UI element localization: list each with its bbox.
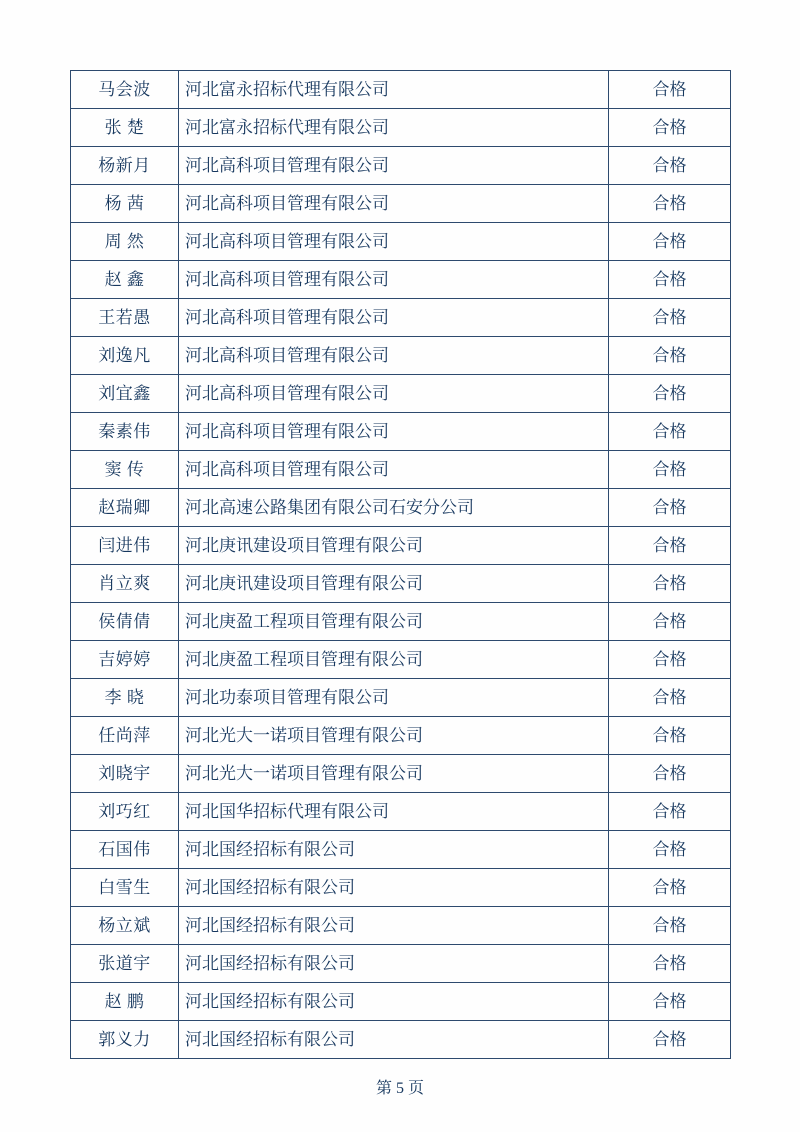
table-row [71, 679, 731, 717]
cell-result: 合格 [609, 147, 731, 185]
page-footer [0, 1075, 800, 1098]
cell-name: 刘逸凡 [71, 337, 179, 375]
cell-name: 刘宜鑫 [71, 375, 179, 413]
cell-name: 任尚萍 [71, 717, 179, 755]
cell-name: 石国伟 [71, 831, 179, 869]
table-row [71, 869, 731, 907]
cell-name: 李 晓 [71, 679, 179, 717]
table-row [71, 755, 731, 793]
table-row [71, 489, 731, 527]
cell-name: 马会波 [71, 71, 179, 109]
cell-result: 合格 [609, 261, 731, 299]
cell-name: 张 楚 [71, 109, 179, 147]
cell-result: 合格 [609, 869, 731, 907]
cell-result: 合格 [609, 223, 731, 261]
cell-name: 刘晓宇 [71, 755, 179, 793]
cell-name: 杨 茜 [71, 185, 179, 223]
cell-result: 合格 [609, 679, 731, 717]
cell-name: 侯倩倩 [71, 603, 179, 641]
cell-name: 周 然 [71, 223, 179, 261]
cell-company: 河北国经招标有限公司 [179, 907, 609, 945]
table-row [71, 413, 731, 451]
cell-result: 合格 [609, 375, 731, 413]
cell-company: 河北富永招标代理有限公司 [179, 71, 609, 109]
cell-name: 白雪生 [71, 869, 179, 907]
cell-company: 河北庚盈工程项目管理有限公司 [179, 603, 609, 641]
cell-name: 肖立爽 [71, 565, 179, 603]
cell-company: 河北国经招标有限公司 [179, 869, 609, 907]
table-row [71, 793, 731, 831]
table-row [71, 451, 731, 489]
table-row [71, 641, 731, 679]
table-row [71, 185, 731, 223]
cell-result: 合格 [609, 641, 731, 679]
cell-name: 杨新月 [71, 147, 179, 185]
table-body [71, 71, 731, 1059]
cell-company: 河北国华招标代理有限公司 [179, 793, 609, 831]
cell-company: 河北高科项目管理有限公司 [179, 413, 609, 451]
cell-company: 河北庚盈工程项目管理有限公司 [179, 641, 609, 679]
table-row [71, 717, 731, 755]
table-row [71, 1021, 731, 1059]
cell-company: 河北国经招标有限公司 [179, 831, 609, 869]
cell-company: 河北国经招标有限公司 [179, 945, 609, 983]
cell-company: 河北高科项目管理有限公司 [179, 223, 609, 261]
table-row [71, 261, 731, 299]
cell-result: 合格 [609, 109, 731, 147]
table-row [71, 109, 731, 147]
cell-name: 秦素伟 [71, 413, 179, 451]
cell-company: 河北庚讯建设项目管理有限公司 [179, 565, 609, 603]
cell-name: 吉婷婷 [71, 641, 179, 679]
cell-result: 合格 [609, 907, 731, 945]
cell-result: 合格 [609, 755, 731, 793]
table-row [71, 223, 731, 261]
cell-company: 河北高速公路集团有限公司石安分公司 [179, 489, 609, 527]
cell-company: 河北高科项目管理有限公司 [179, 451, 609, 489]
cell-company: 河北高科项目管理有限公司 [179, 185, 609, 223]
cell-company: 河北高科项目管理有限公司 [179, 375, 609, 413]
cell-name: 窦 传 [71, 451, 179, 489]
cell-name: 郭义力 [71, 1021, 179, 1059]
cell-result: 合格 [609, 451, 731, 489]
table-row [71, 565, 731, 603]
cell-result: 合格 [609, 489, 731, 527]
cell-name: 赵 鑫 [71, 261, 179, 299]
table-row [71, 527, 731, 565]
table-row [71, 299, 731, 337]
cell-name: 刘巧红 [71, 793, 179, 831]
cell-company: 河北高科项目管理有限公司 [179, 147, 609, 185]
footer-prefix: 第 [375, 1080, 392, 1097]
cell-company: 河北富永招标代理有限公司 [179, 109, 609, 147]
table-row [71, 71, 731, 109]
footer-suffix: 页 [408, 1080, 425, 1097]
cell-result: 合格 [609, 337, 731, 375]
cell-name: 杨立斌 [71, 907, 179, 945]
cell-result: 合格 [609, 527, 731, 565]
cell-result: 合格 [609, 1021, 731, 1059]
cell-company: 河北高科项目管理有限公司 [179, 299, 609, 337]
table-row [71, 147, 731, 185]
cell-result: 合格 [609, 413, 731, 451]
qualification-review-table [70, 70, 731, 1059]
cell-company: 河北高科项目管理有限公司 [179, 261, 609, 299]
cell-result: 合格 [609, 185, 731, 223]
cell-name: 闫进伟 [71, 527, 179, 565]
table-row [71, 603, 731, 641]
cell-name: 赵 鹏 [71, 983, 179, 1021]
cell-result: 合格 [609, 71, 731, 109]
cell-name: 王若愚 [71, 299, 179, 337]
cell-result: 合格 [609, 793, 731, 831]
cell-company: 河北光大一诺项目管理有限公司 [179, 717, 609, 755]
cell-name: 赵瑞卿 [71, 489, 179, 527]
cell-company: 河北国经招标有限公司 [179, 983, 609, 1021]
table-row [71, 983, 731, 1021]
cell-result: 合格 [609, 717, 731, 755]
cell-result: 合格 [609, 983, 731, 1021]
cell-name: 张道宇 [71, 945, 179, 983]
cell-result: 合格 [609, 299, 731, 337]
cell-company: 河北庚讯建设项目管理有限公司 [179, 527, 609, 565]
table-row [71, 375, 731, 413]
cell-result: 合格 [609, 565, 731, 603]
table-row [71, 907, 731, 945]
cell-company: 河北功泰项目管理有限公司 [179, 679, 609, 717]
footer-page-number: 5 [396, 1080, 404, 1097]
cell-result: 合格 [609, 945, 731, 983]
cell-result: 合格 [609, 603, 731, 641]
cell-company: 河北国经招标有限公司 [179, 1021, 609, 1059]
cell-company: 河北高科项目管理有限公司 [179, 337, 609, 375]
table-row [71, 337, 731, 375]
cell-result: 合格 [609, 831, 731, 869]
cell-company: 河北光大一诺项目管理有限公司 [179, 755, 609, 793]
table-row [71, 945, 731, 983]
table-row [71, 831, 731, 869]
